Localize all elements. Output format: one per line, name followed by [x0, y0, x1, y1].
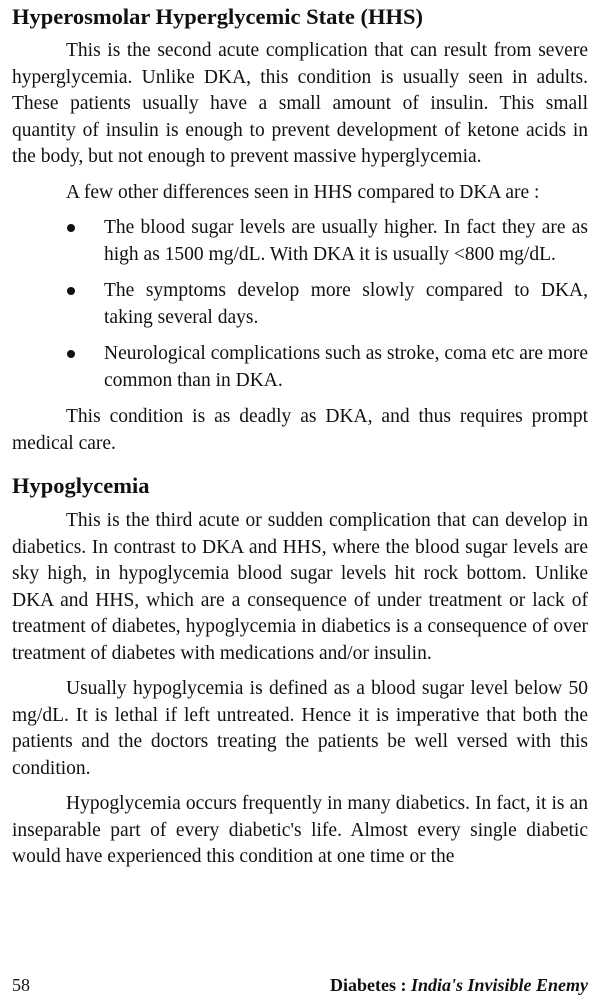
list-item-text: Neurological complications such as stroke, coma etc are more common than in DKA.	[104, 343, 588, 391]
running-title-subtitle: India's Invisible Enemy	[410, 975, 588, 995]
bullet-icon	[67, 287, 75, 295]
section-heading-hypoglycemia: Hypoglycemia	[12, 473, 150, 498]
paragraph: Hypoglycemia occurs frequently in many diabetics. In fact, it is an inseparable part of every diabetic's life. Almost every single diabetic would have experienced this condition at one time or the	[12, 793, 588, 867]
running-title-main: Diabetes :	[329, 975, 411, 995]
list-item	[12, 215, 588, 268]
bullet-list	[12, 215, 588, 394]
list-item	[12, 278, 588, 331]
bullet-icon	[67, 224, 75, 232]
bullet-icon	[67, 350, 75, 358]
list-item-text: The symptoms develop more slowly compared to DKA, taking several days.	[104, 280, 588, 328]
running-title	[330, 972, 588, 998]
section-heading-hhs: Hyperosmolar Hyperglycemic State (HHS)	[12, 4, 423, 29]
paragraph: Usually hypoglycemia is defined as a blood sugar level below 50 mg/dL. It is lethal if left untreated. Hence it is imperative that both the patients and the doctors treating the patients be well versed with this condition.	[12, 678, 588, 779]
paragraph: This is the second acute complication that can result from severe hyperglycemia. Unlike DKA, this condition is usually seen in adults. These patients usually have a small amount of insulin. This small quantity of insulin is enough to prevent development of ketone acids in the body, but not enough to prevent massive hyperglycemia.	[12, 40, 588, 167]
paragraph: This condition is as deadly as DKA, and thus requires prompt medical care.	[12, 406, 588, 454]
page-number: 58	[12, 975, 30, 995]
paragraph: A few other differences seen in HHS compared to DKA are :	[66, 181, 540, 203]
list-item	[12, 341, 588, 394]
paragraph: This is the third acute or sudden complication that can develop in diabetics. In contrast to DKA and HHS, where the blood sugar levels are sky high, in hypoglycemia blood sugar levels hit rock bottom. Unlike DKA and HHS, which are a consequence of under treatment or lack of treatment of diabetes, hypoglycemia in diabetics is a consequence of over treatment of diabetes with medications and/or insulin.	[12, 510, 588, 664]
book-page	[12, 2, 588, 871]
list-item-text: The blood sugar levels are usually higher. In fact they are as high as 1500 mg/dL. With DKA it is usually <800 mg/dL.	[104, 217, 588, 265]
page-footer	[12, 972, 588, 998]
